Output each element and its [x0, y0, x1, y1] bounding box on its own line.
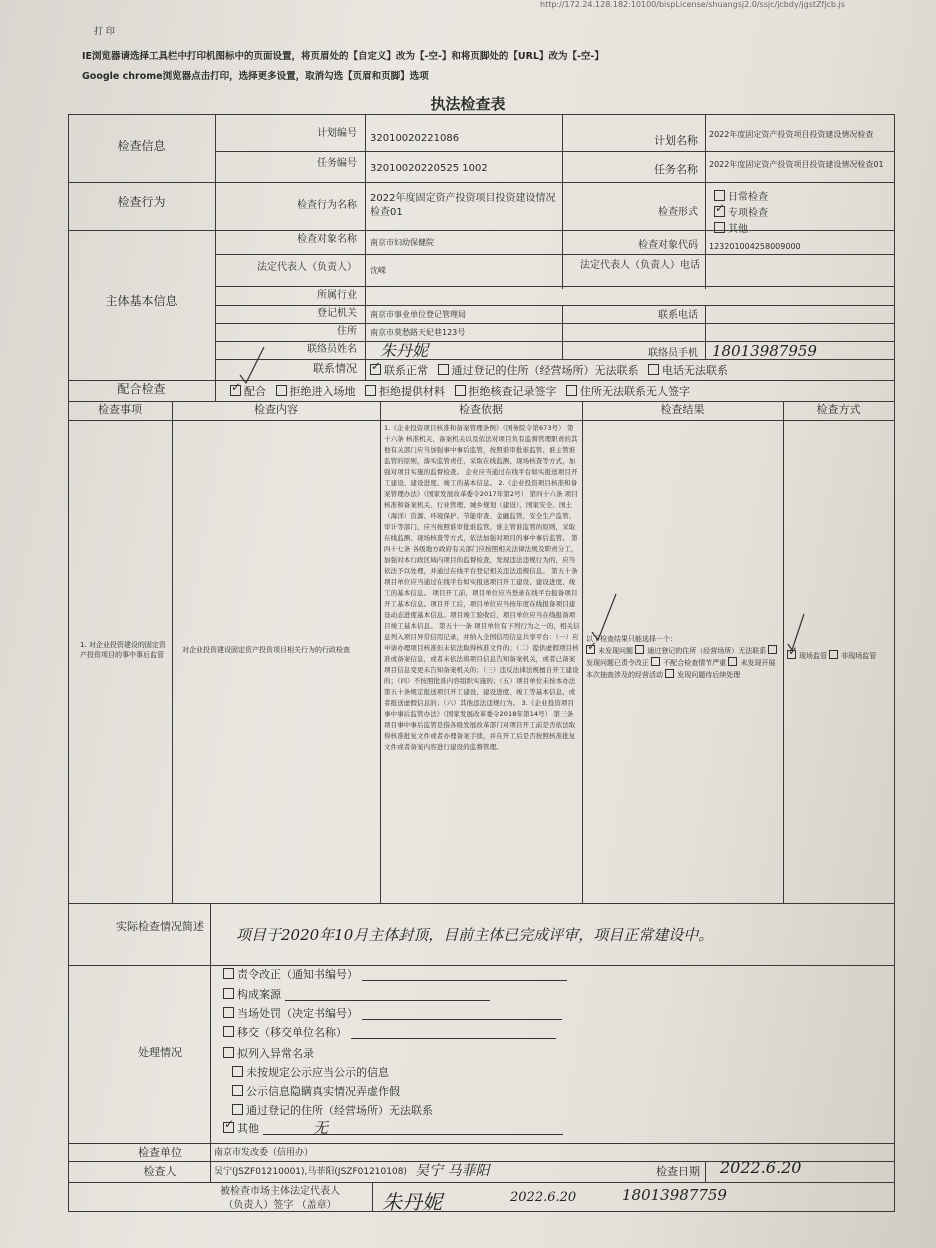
- transfer-input-line[interactable]: [351, 1038, 556, 1039]
- result-uncooperative[interactable]: 不配合检查情节严重: [651, 659, 726, 667]
- result-corrected[interactable]: 发现问题已责令改正: [586, 647, 780, 667]
- chrome-hint: Google chrome浏览器点击打印，选择更多设置，取消勾选【页眉和页脚】选项: [82, 71, 429, 82]
- coop-option-no-contact[interactable]: 住所无法联系无人签字: [566, 385, 690, 398]
- contact-status-label: 联系情况: [313, 362, 357, 375]
- row-divider: [215, 254, 895, 255]
- reg-org-label: 登记机关: [317, 308, 357, 319]
- date-handwritten: 2022.6.20: [720, 1158, 802, 1177]
- object-name-label: 检查对象名称: [297, 234, 357, 245]
- col-divider: [705, 1161, 706, 1182]
- row-divider: [215, 323, 895, 324]
- inspector-label: 检查人: [143, 1165, 177, 1178]
- col-divider: [705, 114, 706, 289]
- date-label: 检查日期: [656, 1165, 700, 1178]
- object-name-value: 南京市妇幼保健院: [370, 238, 434, 247]
- contact-option-address[interactable]: 通过登记的住所（经营场所）无法联系: [438, 364, 639, 377]
- actual-label: 实际检查情况简述: [116, 920, 204, 933]
- header-basis: 检查依据: [459, 403, 503, 416]
- row-divider: [68, 965, 895, 966]
- result-pending[interactable]: 发现问题待后续处理: [665, 671, 740, 679]
- coop-option-refuse-material[interactable]: 拒绝提供材料: [365, 385, 445, 398]
- check-action-section: 检查行为: [117, 195, 166, 209]
- reg-org-value: 南京市事业单位登记管理局: [370, 310, 466, 319]
- print-label: 打 印: [94, 27, 115, 37]
- col-divider: [172, 401, 173, 903]
- legal-rep-value: 沈嵘: [370, 266, 386, 275]
- handling-label: 处理情况: [138, 1046, 182, 1059]
- row-divider: [68, 401, 895, 402]
- task-no-value: 32010020220525 1002: [370, 163, 488, 174]
- subject-sign-label-2: （负责人）签字 （盖章）: [223, 1200, 337, 1211]
- row-divider: [68, 420, 895, 421]
- liaison-phone-label: 联络员手机: [648, 348, 698, 359]
- handwritten-check-mark: [786, 612, 806, 652]
- handling-option-rectify[interactable]: 责令改正（通知书编号）: [223, 968, 567, 981]
- plan-name-label: 计划名称: [654, 134, 698, 147]
- page-title: 执法检查表: [430, 95, 506, 113]
- plan-no-value: 32010020221086: [370, 133, 460, 144]
- row-divider: [68, 1182, 895, 1183]
- case-input-line[interactable]: [285, 1000, 490, 1001]
- table-border: [68, 114, 69, 1212]
- subject-signature: 朱丹妮: [382, 1190, 442, 1214]
- form-option-daily[interactable]: 日常检查: [714, 190, 768, 204]
- check-form-label: 检查形式: [658, 207, 698, 218]
- header-method: 检查方式: [816, 403, 861, 416]
- liaison-label: 联络员姓名: [307, 344, 357, 355]
- inspector-signature: 吴宁 马菲阳: [415, 1163, 490, 1179]
- col-divider: [215, 114, 216, 380]
- row-divider: [68, 230, 895, 231]
- handling-option-other[interactable]: ✓其他 无: [223, 1122, 563, 1135]
- coop-option-cooperate[interactable]: ✓ 配合: [230, 385, 266, 398]
- rectify-input-line[interactable]: [362, 980, 567, 981]
- sub-option-false-info[interactable]: 公示信息隐瞒真实情况弄虚作假: [232, 1085, 400, 1098]
- address-value: 南京市莫愁路天妃巷123号: [370, 328, 466, 337]
- subject-sign-label-1: 被检查市场主体法定代表人: [220, 1186, 340, 1197]
- liaison-phone-handwritten: 18013987959: [712, 342, 817, 360]
- action-name-value: 2022年度固定资产投资项目投资建设情况检查01: [370, 193, 556, 218]
- matter-item: 1. 对企业投资建设的固定资产投资项目的事中事后监管: [80, 641, 166, 659]
- penalty-input-line[interactable]: [362, 1019, 562, 1020]
- matter-basis: 1.《企业投资项目核准和备案管理条例》（国务院令第673号） 第十六条 核准机关、备案机关以及依法对项目负有监督管理职责的其他有关部门应当加强事中事后监管，按照谁审批谁监管、谁主管谁监管的原则，落实监管责任，采取在线监测、现场核查等方式，加强对项目实施的监督检查。 企业应当通过在线平台如实报送项目开工建设、建设进度、竣工的基本信息。 2.《企业投资项目核准和备案管理办法》（国家发展改革委令2017年第2号） 第四十六条 项目核准和备案机关、行业管理、城乡规划（建设）、国家安全、国土（海洋）资源、环境保护、节能审查、金融监管、安全生产监管、审计等部门，应当按照谁审批谁监管、谁主管谁监管的原则，采取在线监测、现场核查等方式，依法加强对项目的事中事后监管。 第四十七条 各级地方政府有关部门应按照相关法律法规及职责分工，加强对本行政区域内项目的监督检查，发现违法违规行为的，应当依法予以处理，并通过在线平台登记相关违法违规信息。 第五十条 项目单位应当通过在线平台如实报送项目开工建设、建设进度、竣工的基本信息。 项目开工前，项目单位应当登录在线平台报备项目开工基本信息。项目开工后，项目单位应当按年度在线报备项目建设动态进度基本信息。项目竣工验收后，项目单位应当在线报备项目竣工基本信息。 第五十一条 项目单位有下列行为之一的，相关信息列入项目异常信用记录，并纳入全国信用信息共享平台：（一）应申请办理项目核准但未依法取得核准文件的；（二）提供虚假项目核准或备案信息，或者未依法将项目信息告知备案机关，或者已备案项目信息变更未告知备案机关的；（三）违反法律法规擅自开工建设的；（四）不按照批准内容组织实施的；（五）项目单位未按本办法第五十条规定报送项目开工建设、建设进度、竣工等基本信息，或者报送虚假信息的；（六）其他违法违规行为。 3.《企业投资项目事中事后监管办法》（国家发展改革委令2018年第14号） 第三条 项目事中事后监管是指各级发展改革部门对项目开工前是否依法取得核准批复文件或者办理备案手续，并在开工后是否按照核准批复文件或者备案内容进行建设的监督管理。: [384, 424, 580, 751]
- result-no-contact[interactable]: 通过登记的住所（经营场所）无法联系: [635, 647, 766, 655]
- handling-option-penalty[interactable]: 当场处罚（决定书编号）: [223, 1007, 562, 1020]
- contact-option-normal[interactable]: ✓ 联系正常: [370, 364, 428, 377]
- result-no-business[interactable]: 未发现开展本次抽查涉及的经营活动: [586, 659, 776, 679]
- col-divider: [365, 114, 366, 380]
- sub-option-not-public[interactable]: 未按规定公示应当公示的信息: [232, 1066, 389, 1079]
- result-options: 以下检查结果只能选择一个： ✓未发现问题 通过登记的住所（经营场所）无法联系 发现问题已责令改正 不配合检查情节严重 未发现开展本次抽查涉及的经营活动 发现问题待后续处理: [586, 634, 782, 681]
- row-divider: [215, 286, 895, 287]
- object-code-label: 检查对象代码: [638, 240, 698, 251]
- coop-option-refuse-entry[interactable]: 拒绝进入场地: [276, 385, 356, 398]
- checkbox[interactable]: [714, 190, 725, 201]
- col-divider: [215, 380, 216, 401]
- header-matter: 检查事项: [98, 403, 142, 416]
- action-name-label: 检查行为名称: [297, 200, 357, 211]
- col-divider: [783, 401, 784, 903]
- actual-handwritten-text: 项目于2020年10月主体封顶，目前主体已完成评审，项目正常建设中。: [236, 926, 714, 944]
- unit-value: 南京市发改委（信用办）: [214, 1148, 314, 1158]
- method-onsite[interactable]: ✓现场监管: [787, 652, 827, 660]
- coop-option-refuse-sign[interactable]: 拒绝核查记录签字: [455, 385, 557, 398]
- checkbox-checked[interactable]: [714, 206, 725, 217]
- table-border: [894, 114, 895, 1212]
- handwritten-check-mark: [590, 592, 620, 642]
- url-text: http://172.24.128.182:10100/bispLicense/shuangsj2.0/ssjc/jcbdy/jgstZfjcb.js: [540, 0, 845, 9]
- contact-options: [370, 364, 728, 377]
- address-label: 住所: [337, 326, 357, 337]
- col-divider: [582, 401, 583, 903]
- form-option-other[interactable]: 其他: [714, 222, 748, 236]
- row-divider: [68, 182, 895, 183]
- check-info-section: 检查信息: [117, 139, 166, 153]
- task-name-label: 任务名称: [654, 163, 698, 176]
- other-value-handwritten[interactable]: 无: [263, 1122, 563, 1135]
- cooperation-options: [230, 385, 690, 398]
- handling-option-transfer[interactable]: 移交（移交单位名称）: [223, 1026, 556, 1039]
- legal-phone-label: 法定代表人（负责人）电话: [580, 260, 700, 271]
- task-name-value: 2022年度固定资产投资项目投资建设情况检查01: [709, 160, 884, 169]
- handwritten-check-mark: [238, 345, 268, 385]
- header-content: 检查内容: [254, 403, 298, 416]
- form-option-special[interactable]: ✓专项检查: [714, 206, 768, 220]
- cooperation-label: 配合检查: [117, 382, 166, 396]
- plan-no-label: 计划编号: [317, 128, 357, 139]
- inspector-value: 吴宁(JSZF01210001),马菲阳(JSZF01210108): [214, 1167, 407, 1177]
- row-divider: [68, 380, 895, 381]
- legal-rep-label: 法定代表人（负责人）: [257, 262, 357, 273]
- checkbox[interactable]: [714, 222, 725, 233]
- subject-section: 主体基本信息: [105, 294, 178, 308]
- liaison-name-handwritten: 朱丹妮: [380, 341, 429, 360]
- subject-sign-phone: 18013987759: [622, 1186, 727, 1204]
- method-offsite[interactable]: 非现场监管: [829, 652, 876, 660]
- row-divider: [215, 305, 895, 306]
- matter-content: 对企业投资建设固定资产投资项目相关行为的行政检查: [182, 646, 350, 654]
- task-no-label: 任务编号: [317, 158, 357, 169]
- ie-hint: IE浏览器请选择工具栏中打印机图标中的页面设置，将页眉处的【自定义】改为【-空-】和将页脚处的【URL】改为【-空-】: [82, 51, 604, 62]
- result-no-problem[interactable]: ✓未发现问题: [586, 647, 633, 655]
- col-divider: [372, 1182, 373, 1212]
- industry-label: 所属行业: [317, 290, 357, 301]
- handling-option-abnormal[interactable]: 拟列入异常名录: [223, 1047, 314, 1060]
- col-divider: [380, 401, 381, 903]
- header-result: 检查结果: [660, 403, 705, 416]
- plan-name-value: 2022年度固定资产投资项目投资建设情况检查: [709, 130, 874, 139]
- col-divider: [210, 903, 211, 1183]
- table-border: [68, 114, 895, 115]
- handling-option-case[interactable]: 构成案源: [223, 988, 490, 1001]
- row-divider: [68, 1143, 895, 1144]
- row-divider: [68, 903, 895, 904]
- subject-sign-date: 2022.6.20: [510, 1190, 577, 1205]
- object-code-value: 123201004258009000: [709, 242, 801, 251]
- unit-label: 检查单位: [138, 1146, 182, 1159]
- sub-option-address[interactable]: 通过登记的住所（经营场所）无法联系: [232, 1104, 433, 1117]
- col-divider: [705, 305, 706, 360]
- row-divider: [215, 151, 895, 152]
- contact-phone-label: 联系电话: [658, 310, 698, 321]
- contact-option-phone[interactable]: 电话无法联系: [648, 364, 728, 377]
